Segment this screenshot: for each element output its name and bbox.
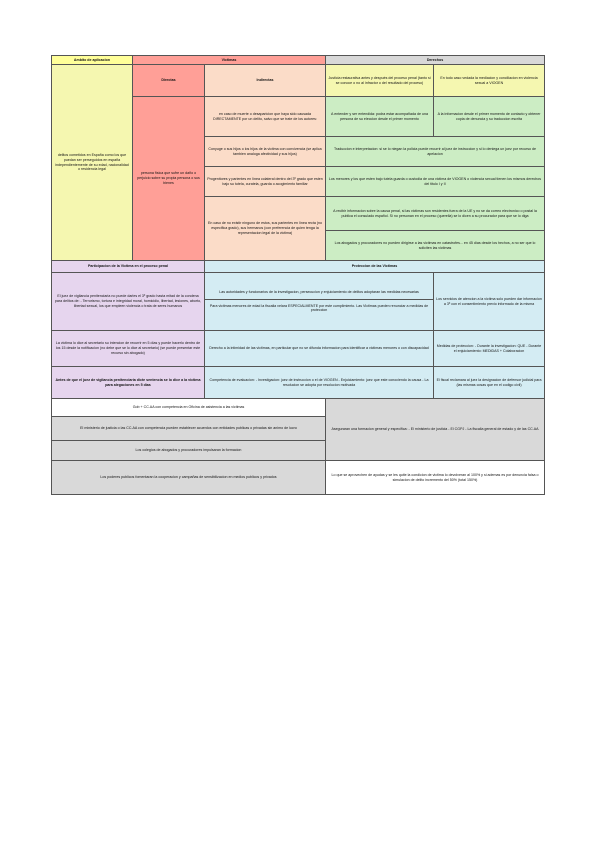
- proteccion-menores: Para victimas menores de edad la fiscalia velara ESPECIALMENTE por este cumplimiento. Las Victimas pueden renunciar a medidas de proteccion: [209, 303, 429, 313]
- derecho-mediacion: En todo caso vedada la mediacion y conciliacion en violencia sexual a VIOGEN: [434, 65, 545, 97]
- indirectas-muerte: en caso de muerte o desaparicion que haya sido causada DIRECTAMENTE por un delito, salvo que se trate de los autores:: [205, 97, 326, 137]
- bottom-colegios: Los colegios de abogados y procuradores impulsaran la formacion: [52, 441, 326, 461]
- proteccion-fiscal: El fiscal reclamara al juez la designacion de defensor judicial para (las mismas cosas que en el codigo civil): [434, 367, 545, 399]
- proteccion-intimidad: Derecho a la intimidad de las victimas, en particular que no se difunda informacion para identificar a victimas menores o con discapacidad: [205, 331, 434, 367]
- summary-table: [51, 55, 545, 495]
- bottom-acuerdos: El ministerio de justicia o las CC.AA con competencia pueden establecer acuerdos con entidades publicas o privadas sin animo de lucro: [52, 417, 326, 441]
- participacion-recurso: La victima lo dice al secretario su intencion de recurrir en 5 días y puede hacerlo dentro de los 15 desde la notificacion (no debe que se lo dice al secretario) (se puede presentar este recurso sin abogado): [52, 331, 205, 367]
- bottom-ayudas: Lo que se aprovechen de ayudas y se les quite la condicion de victima lo devolveran al 100% y si ademas es por denuncia falsa o simulacion de delito incremento del 50% (total 150%): [326, 461, 545, 495]
- summary-table-sheet: [51, 55, 544, 508]
- proteccion-autoridades: Las autoridades y funcionarios de la investigacion, persecucion y enjuiciamiento de delitos adoptaran las medidas necesarias: [205, 286, 433, 300]
- derecho-traduccion: Traduccion e interpretacion: si se lo niegan la policia puede recurrir al juez de instruccion y si lo deniega un juez por recurso de apelacion: [326, 137, 545, 167]
- header-directas: Directas: [133, 65, 205, 97]
- header-indirectas: Indirectas: [205, 65, 326, 97]
- bottom-cooperacion: Los poderes publicos fomentaran la cooperacion y campañas de sensibilizacion en medios publicos y privados: [52, 461, 326, 495]
- bottom-oficina-asistencia: Gob + CC.AA con competencia en Oficina de asistencia a las victimas: [52, 399, 326, 417]
- proteccion-servicios-atencion: Los servicios de atencion a la victima solo pueden dar informacion a 3º con el consentimiento previo informado de la misma: [434, 273, 545, 331]
- derecho-entender: A entender y ser entendida: podra estar acompañada de una persona de su eleccion desde el primer momento: [326, 97, 434, 137]
- header-derechos: Derechos: [326, 56, 545, 65]
- bottom-formacion: Aseguraran una formacion general y especifica: - El ministerio de justicia - El CGPJ - La fiscalia general de estado y de las CC.AA: [326, 399, 545, 461]
- derecho-informacion-causa: A recibir informacion sobre la causa penal, si las victimas son residentes fuera de la UE y no se da correo electronico o postal la publica el consulado español. Si no personan en el proceso (querella) se lo dicen a su procurador para que se lo diga: [326, 197, 545, 231]
- derecho-informacion: A la informacion desde el primer momento de contacto y obtener copia de denuncia y su traduccion escrita: [434, 97, 545, 137]
- header-participacion: Participacion de la Victima en el proceso penal: [52, 261, 205, 273]
- ambito-text: delitos cometidos en España como los que puedan ser perseguidos en españa independientemente de su edad, nacionalidad o residencia legal: [52, 65, 133, 261]
- proteccion-medidas: Medidas de proteccion: - Durante la investigacion: QUE - Durante el enjuiciamiento: MEDIDAS + Colaboracion: [434, 331, 545, 367]
- indirectas-parientes: En caso de no existir ninguno de estos, sus parientes en línea recta (no especifica grado), sus hermanos (con preferencia de quien tenga la representacion legal de la victima): [205, 197, 326, 261]
- header-ambito: Ambito de aplicacion: [52, 56, 133, 65]
- participacion-tercer-grado: El juez de vigilancia penitenciaria no puede darles el 3º grado hasta mitad de la condena para delitos de: - Terrorismo, tortura e integridad moral, homicidio, libertad, lesiones, aborto, libertad sexual, los que empleen violencia o trata de seres humanos: [52, 273, 205, 331]
- indirectas-conyuge: Conyuge o sus hijos o los hijos de la victima con convivencia (se aplica tambien analoga afectividad y sus hijos): [205, 137, 326, 167]
- derecho-abogados: Los abogados y procuradores no pueden dirigirse a las victimas en catastrofes... en 45 días desde los hechos, a no ser que lo soliciten las victimas: [326, 231, 545, 261]
- header-victimas: Victimas: [133, 56, 326, 65]
- directas-text: persona física que sufre un daño o perjuicio sobre su propia persona o sus bienes: [133, 97, 205, 261]
- proteccion-competencia: Competencia de evaluacion: - Investigacion: juez de instruccion o el de VIOGEN - Enjuiciamiento: juez que este conociendo la causa - La resolucion se adopta por resolucion motivada: [205, 367, 434, 399]
- header-proteccion: Proteccion de las Victimas: [205, 261, 545, 273]
- participacion-alegaciones: Antes de que el juez de vigilancia penitenciaria dicte sentencia se lo dice a la victima para alegaciones en 5 días: [52, 367, 205, 399]
- derecho-menores: Los menores y los que esten bajo tutela guarda o custodia de una victima de VIOGEN o violencia sexual tienen los mismos derechos del titulo I y II: [326, 167, 545, 197]
- indirectas-progenitores: Progenitores y parientes en línea colateral dentro del 3º grado que esten bajo su tutela, curatela, guarda o acogimiento familiar: [205, 167, 326, 197]
- derecho-justicia-restaurativa: Justicia restaurativa antes y después del proceso penal (tanto si se conoce o no al infractor o del resultado del proceso): [326, 65, 434, 97]
